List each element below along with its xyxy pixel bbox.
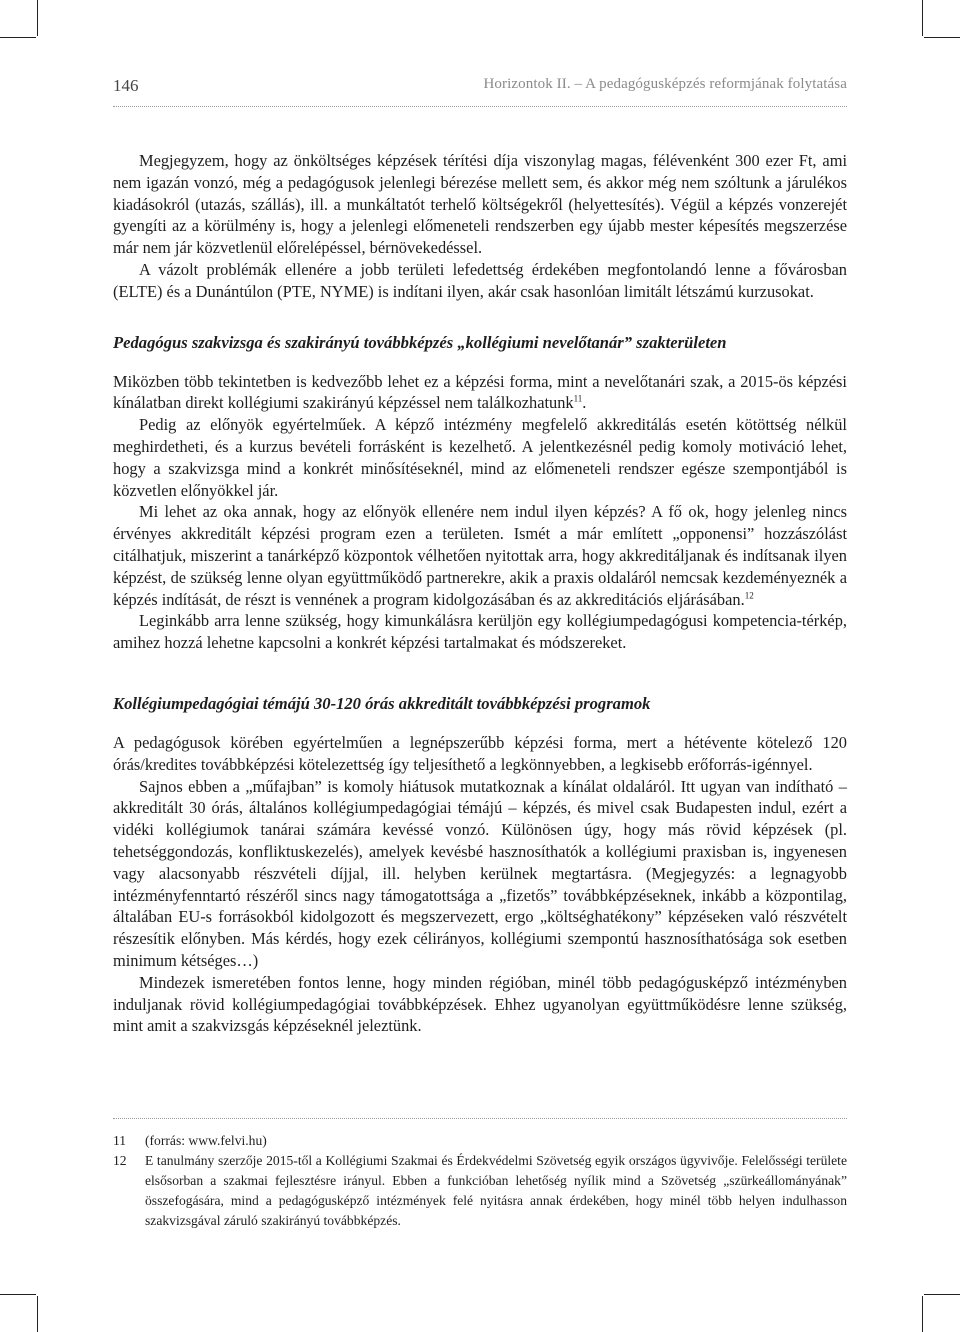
body-paragraph: Megjegyzem, hogy az önköltséges képzések térítési díja viszonylag magas, félévenként 300 ezer Ft, ami nem igazán vonzó, még a pedagógusok jelenlegi bérezése mellett sem, és akkor még nem szóltunk a járulékos kiadásokról (utazás, szállás), ill. a munkáltatót terhelő költségekről (helyettesítés). Végül a képzés vonzerejét gyengíti az a körülmény is, hogy a jelenlegi előmeneteli rendszerben egy újabb mester képesítés megszerzése már nem jár közvetlenül előrelépéssel, bérnövekedéssel. <box>113 151 847 258</box>
body-paragraph: A pedagógusok körében egyértelműen a legnépszerűbb képzési forma, mert a hétévente kötelező 120 órás/kredites továbbképzési kötelezettség így teljesíthető a legkönnyebben, a legkisebb erőforrás-igénnyel. <box>113 732 847 774</box>
page-header <box>113 76 847 102</box>
body-paragraph: Mi lehet az oka annak, hogy az előnyök ellenére nem indul ilyen képzés? A fő ok, hogy jelenleg nincs érvényes akkreditált képzési program ezen a területen. Ismét a már említett „opponensi” hozzászólást citálhatjuk, miszerint a tanárképző központok vélhetően nyitottak arra, hogy akkreditáljanak és indítsanak ilyen képzést, de szükség lenne olyan együttműködő partnerekre, akik a praxis oldaláról nemcsak kezdeményeznék a képzés indítását, de részt is vennének a program kidolgozásában és az akkreditációs eljárásában.$^{12}$ <box>113 502 847 609</box>
crop-mark <box>37 0 38 36</box>
footnote-ref[interactable]: 12 <box>744 590 754 601</box>
crop-mark <box>0 1294 36 1295</box>
footnotes <box>113 1118 847 1231</box>
main-text <box>113 150 847 1037</box>
header-divider <box>113 106 847 107</box>
crop-mark <box>37 1296 38 1332</box>
footnote-ref[interactable]: 11 <box>573 393 583 404</box>
crop-mark <box>922 0 923 36</box>
footnote <box>113 1151 847 1231</box>
body-paragraph: A vázolt problémák ellenére a jobb területi lefedettség érdekében megfontolandó lenne a fővárosban (ELTE) és a Dunántúlon (PTE, NYME) is indítani ilyen, akár csak hasonlóan limitált létszámú kurzusokat. <box>113 259 847 301</box>
footnote-divider <box>113 1118 847 1119</box>
body-paragraph: Mindezek ismeretében fontos lenne, hogy minden régióban, minél több pedagógusképző intézményben induljanak rövid kollégiumpedagógiai továbbképzések. Ehhez ugyanolyan együttműködésre lenne szükség, mint amit a szakvizsgás képzéseknél jeleztünk. <box>113 972 847 1036</box>
body-paragraph: Miközben több tekintetben is kedvezőbb lehet ez a képzési forma, mint a nevelőtanári szak, a 2015-ös képzési kínálatban direkt kollégiumi szakirányú képzéssel nem találkozhatunk$^{11}$. <box>113 371 847 413</box>
footnote-text: (forrás: www.felvi.hu) <box>145 1133 267 1148</box>
page-number: 146 <box>113 76 139 95</box>
crop-mark <box>0 37 36 38</box>
body-paragraph: Leginkább arra lenne szükség, hogy kimunkálásra kerüljön egy kollégiumpedagógusi kompetencia-térkép, amihez hozzá lehetne kapcsolni a konkrét képzési tartalmakat és módszereket. <box>113 611 847 653</box>
footnote <box>113 1131 847 1151</box>
body-paragraph: Sajnos ebben a „műfajban” is komoly hiátusok mutatkoznak a kínálat oldaláról. Itt ugyan van indítható – akkreditált 30 órás, általános kollégiumpedagógiai témájú – képzés, és mivel csak Budapesten indul, ezért a vidéki kollégiumok tanárai számára kevéssé vonzó. Különösen úgy, hogy más rövid képzések (pl. tehetséggondozás, konfliktuskezelés), amelyek kevésbé hasznosíthatók a kollégiumi praxisban is, ingyenesen vagy alacsonyabb részvételi díjjal, ill. helyben kerülnek megtartásra. (Megjegyzés: a legnagyobb intézményfenntartó részéről sincs nagy támogatottsága a „fizetős” továbbképzéseknek, inkább a központilag, általában EU-s forrásokból kidolgozott és megszervezett, ergo „költséghatékony” képzéseken való részvételt részesítik előnyben. Más kérdés, hogy ezek célirányos, kollégiumi szempontú hasznosíthatósága sok esetben minimum kétséges…) <box>113 776 847 970</box>
section-heading: Kollégiumpedagógiai témájú 30-120 órás akkreditált továbbképzési programok <box>113 693 651 713</box>
footnote-text: E tanulmány szerzője 2015-től a Kollégiumi Szakmai és Érdekvédelmi Szövetség egyik országos ügyvivője. Felelősségi területe elsősorban a szakmai fejlesztésre irányul. Ebben a funkcióban lehetőség nyílik mind a Szövetség „szürkeállományának” összefogására, mind a pedagógusképző intézmények felé nyitásra annak érdekében, hogy minél több helyen indulhasson szakvizsgával záruló szakirányú továbbképzés. <box>145 1153 847 1228</box>
crop-mark <box>922 1296 923 1332</box>
footnote-number: 11 <box>113 1133 127 1148</box>
crop-mark <box>924 1294 960 1295</box>
crop-mark <box>924 37 960 38</box>
footnote-number: 12 <box>113 1153 127 1168</box>
body-paragraph: Pedig az előnyök egyértelműek. A képző intézmény megfelelő akkreditálás esetén kötöttség nélkül meghirdetheti, és a kurzus bevételi forrásként is kezelhető. A jelentkezésnél pedig komoly motiváció lehet, hogy a szakvizsga mind a konkrét minősítéseknél, mind az előmeneteli rendszer egésze szempontjából is közvetlen előnyökkel jár. <box>113 415 847 500</box>
section-heading: Pedagógus szakvizsga és szakirányú továbbképzés „kollégiumi nevelőtanár” szakterületen <box>113 332 727 352</box>
running-title: Horizontok II. – A pedagógusképzés reformjának folytatása <box>483 76 847 92</box>
